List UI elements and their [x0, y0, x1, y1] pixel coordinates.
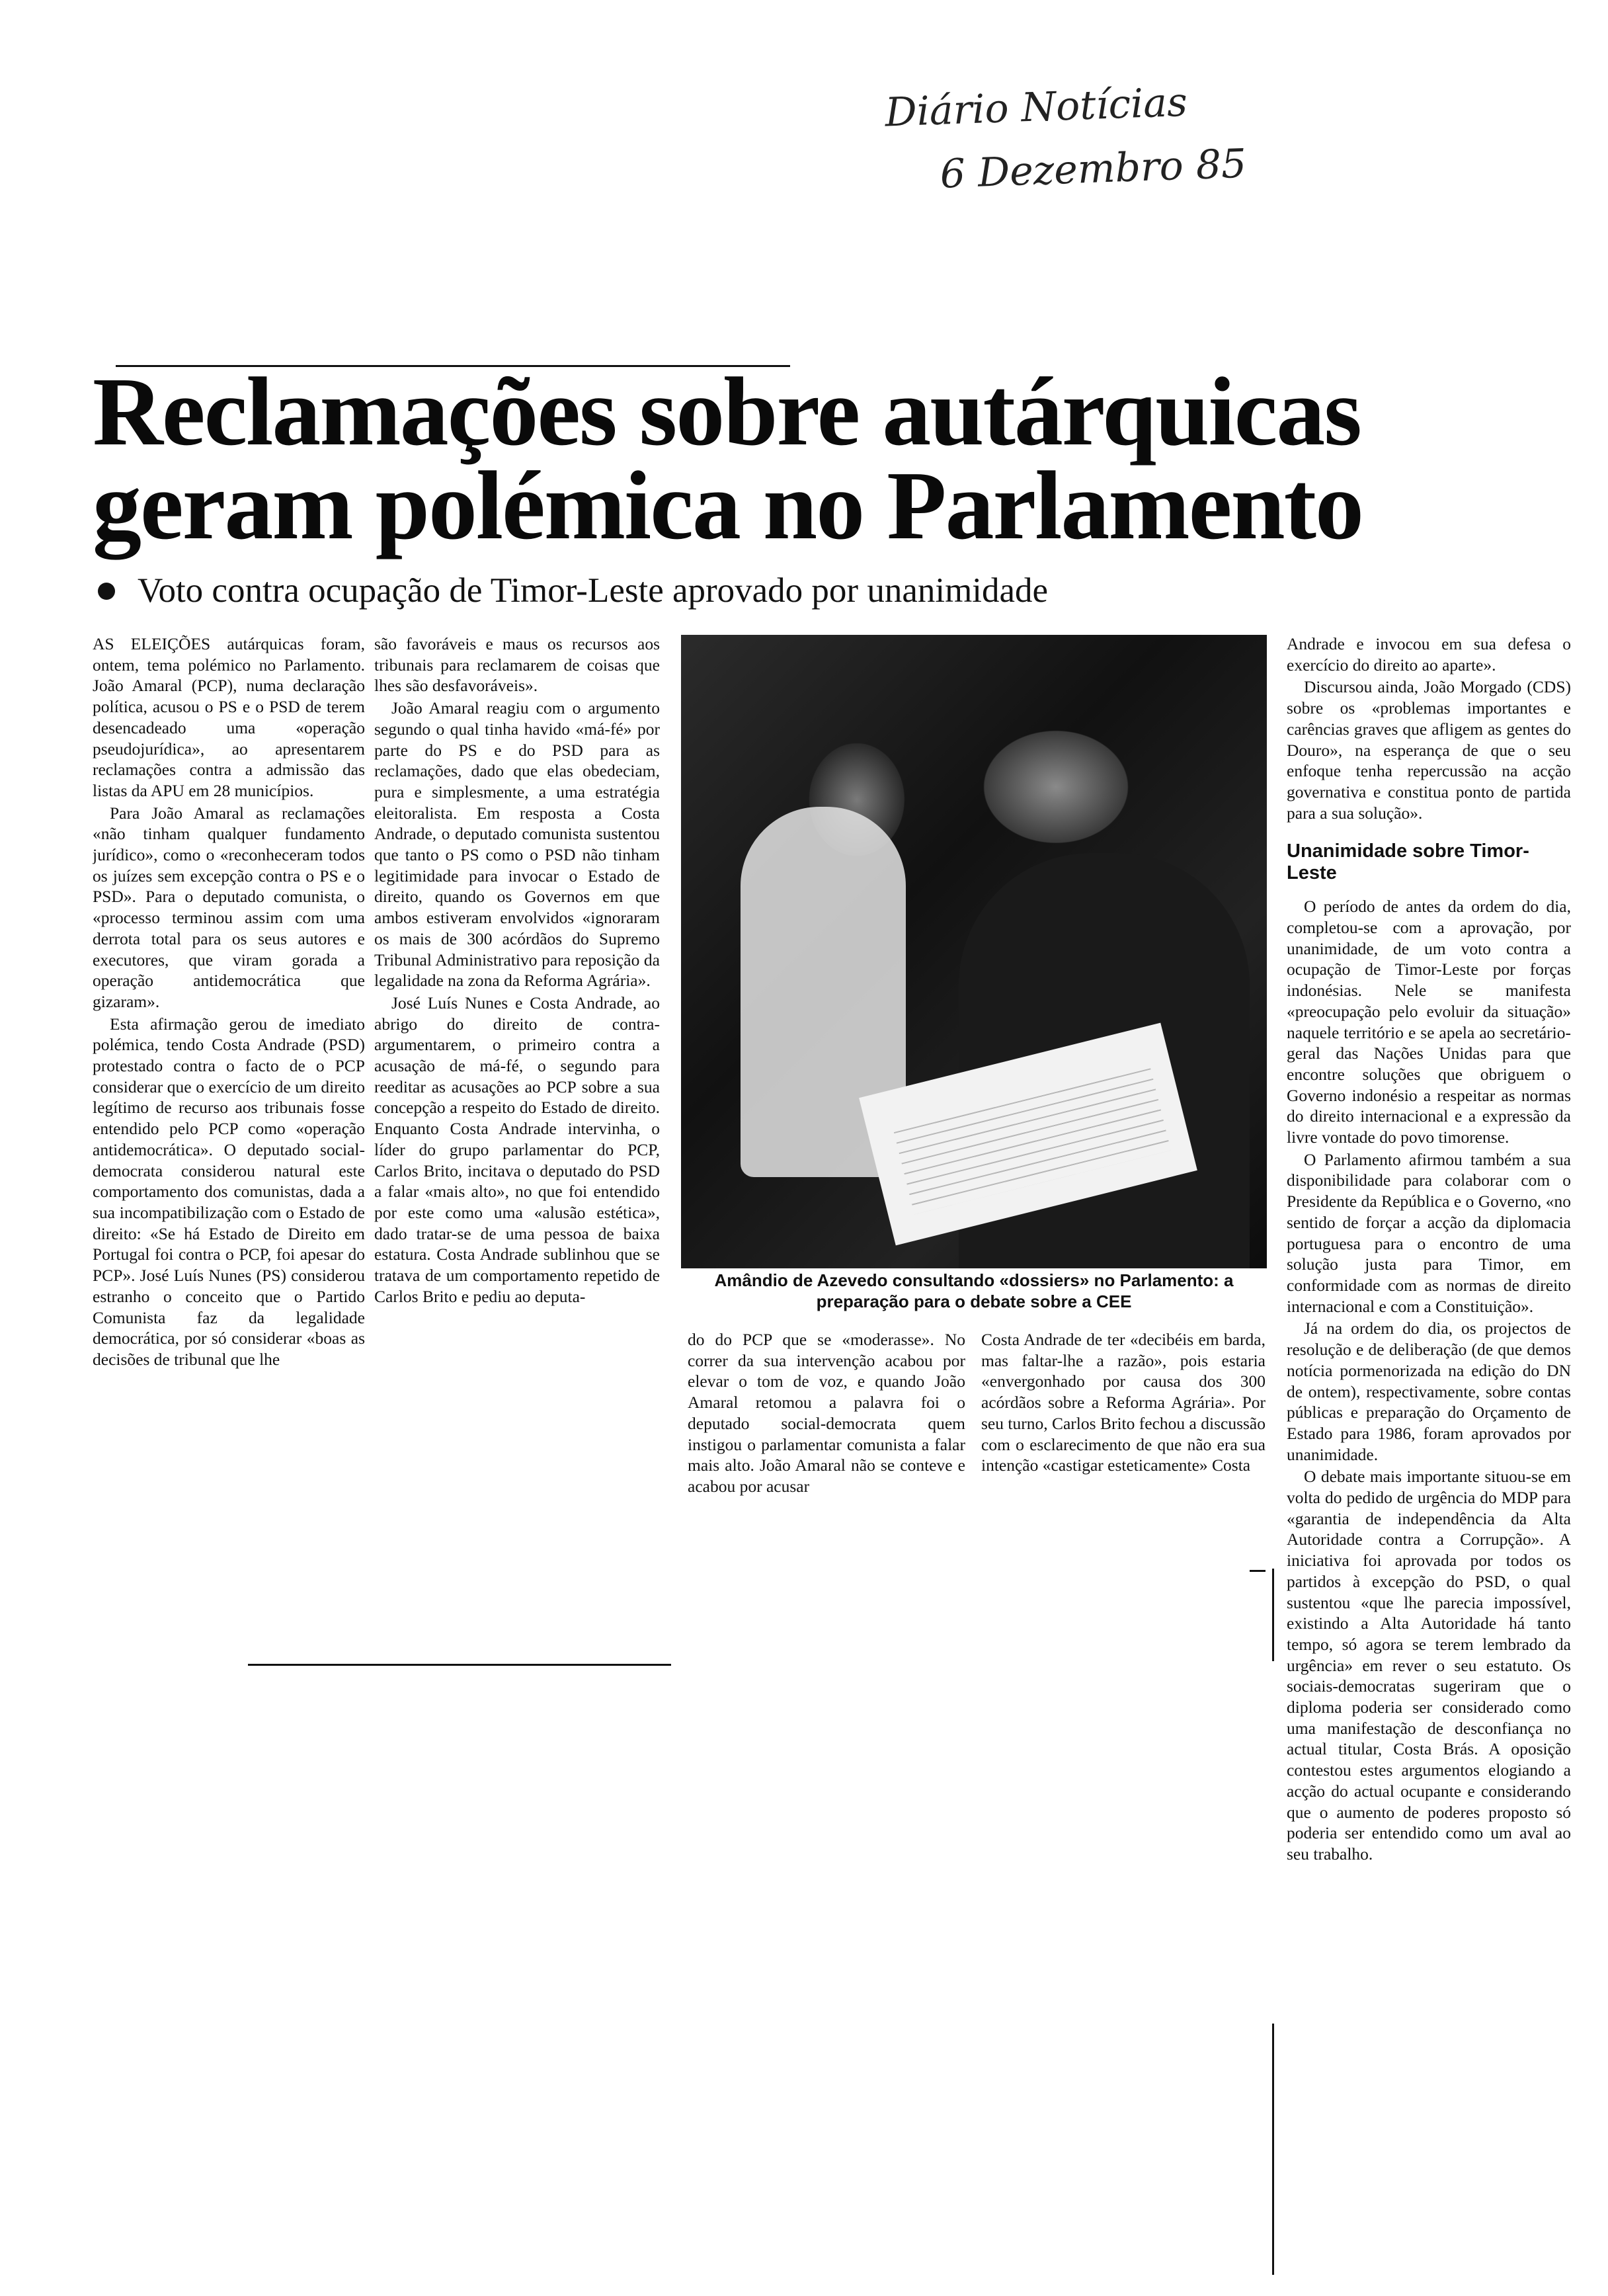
handwritten-date: 6 Dezembro 85: [939, 140, 1248, 198]
handwritten-source: Diário Notícias: [884, 79, 1188, 136]
headline: Reclamações sobre autárquicas geram polémica no Parlamento: [93, 358, 1363, 560]
vertical-rule: [1272, 1569, 1274, 1661]
news-photo: [681, 635, 1267, 1268]
section-heading: Unanimidade sobre Timor-Leste: [1287, 840, 1529, 884]
paragraph: Discursou ainda, João Morgado (CDS) sobre os «problemas importantes e carências graves que afligem as gentes do Douro», na esperança de que o seu enfoque tenha repercussão na acção governativa e constitua ponto de partida para a sua solução».: [1287, 677, 1571, 823]
subheadline: [98, 567, 1433, 614]
paragraph: do do PCP que se «moderasse». No correr da sua intervenção acabou por elevar o tom de voz, e quando João Amaral retomou a palavra foi o deputado social-democrata quem instigou o parlamentar comunista a falar mais alto. João Amaral não se conteve e acabou por acusar: [688, 1330, 965, 1496]
column-2: [374, 634, 660, 1652]
column-5: [1287, 634, 1571, 2280]
paragraph: AS ELEIÇÕES autárquicas foram, ontem, tema polémico no Parlamento. João Amaral (PCP), numa declaração política, acusou o PS e o PSD de terem desencadeado uma «operação pseudojurídica», ao apresentarem reclamações contra a admissão das listas da APU em 28 municípios.: [93, 634, 365, 800]
column-3: [688, 1329, 965, 1557]
paragraph: Esta afirmação gerou de imediato polémica, tendo Costa Andrade (PSD) protestado contra o facto de o PCP considerar que o exercício de um direito legítimo de recurso aos tribunais fosse entendido pelo PCP como «operação antidemocrática». O deputado social-democrata considerou natural este comportamento dos comunistas, dada a sua incompatibilização com o Estado de direito: «Se há Estado de Direito em Portugal foi contra o PCP, foi apesar do PCP». José Luís Nunes (PS) considerou estranho o conceito que o Partido Comunista faz da legalidade democrática, por só considerar «boas as decisões de tribunal que lhe: [93, 1014, 365, 1369]
paragraph: O Parlamento afirmou também a sua disponibilidade para colaborar com o Presidente da República e o Governo, «no sentido de forçar a acção da diplomacia portuguesa para o encontro de uma solução justa para Timor, em conformidade com as normas de direito internacional e com a Constituição».: [1287, 1149, 1571, 1316]
bullet-icon: [98, 583, 115, 600]
paragraph: Andrade e invocou em sua defesa o exercício do direito ao aparte».: [1287, 634, 1571, 675]
paragraph: O debate mais importante situou-se em volta do pedido de urgência do MDP para «garantia de independência da Alta Autoridade contra a Corrupção». A iniciativa foi aprovada por todos os partidos à excepção do PSD, o qual sustentou «que lhe parecia impossível, existindo a Alta Autoridade há tanto tempo, só agora se terem lembrado da urgência» em rever o seu estatuto. Os sociais-democratas sugeriram que o diploma poderia ser considerado como uma manifestação de desconfiança no actual titular, Costa Brás. A oposição contestou estes argumentos elogiando a acção do actual ocupante e considerando que o aumento de poderes proposto só poderia ser entendido como um aval ao seu trabalho.: [1287, 1467, 1571, 1864]
handwritten-note: [884, 64, 1364, 208]
column-1: [93, 634, 365, 1652]
paragraph: Costa Andrade de ter «decibéis em barda, mas faltar-lhe a razão», pois estaria «envergonhado por causa dos 300 acórdãos sobre a Reforma Agrária». Por seu turno, Carlos Brito fechou a discussão com o esclarecimento de que não era sua intenção «castigar esteticamente» Costa: [981, 1330, 1266, 1475]
column-4: [981, 1329, 1266, 1557]
paragraph: são favoráveis e maus os recursos aos tribunais para reclamarem de coisas que lhes são desfavoráveis».: [374, 634, 660, 696]
paragraph: João Amaral reagiu com o argumento segundo o qual tinha havido «má-fé» por parte do PS e do PSD para as reclamações, dado que elas obedeciam, pura e simplesmente, a uma estratégia eleitoralista. Em resposta a Costa Andrade, o deputado comunista sustentou que tanto o PS como o PSD não tinham legitimidade para invocar o Estado de direito, quando os Governos em que ambos estiveram envolvidos «ignoraram os mais de 300 acórdãos do Supremo Tribunal Administrativo para reposição da legalidade na zona da Reforma Agrária».: [374, 698, 660, 991]
paragraph: O período de antes da ordem do dia, completou-se com a aprovação, por unanimidade, de um voto contra a ocupação de Timor-Leste por forças indonésias. Nele se manifesta «preocupação pelo evoluir da situação» naquele território e se apela ao secretário-geral das Nações Unidas para que encontre soluções que obriguem o Governo indonésio a respeitar as normas do direito internacional e a expressão da livre vontade do povo timorense.: [1287, 897, 1571, 1147]
photo-caption: Amândio de Azevedo consultando «dossiers» no Parlamento: a preparação para o debate sobre a CEE: [714, 1270, 1234, 1311]
paragraph: José Luís Nunes e Costa Andrade, ao abrigo do direito de contra-argumentarem, o primeiro contra a acusação de má-fé, o segundo para reeditar as acusações ao PCP sobre a sua concepção a respeito do Estado de direito. Enquanto Costa Andrade intervinha, o líder do grupo parlamentar do PCP, Carlos Brito, incitava o deputado do PSD a falar «mais alto», no que foi entendido por este como uma «alusão estética», dado tratar-se de uma pessoa de baixa estatura. Costa Andrade sublinhou que se tratava de um comportamento repetido de Carlos Brito e pediu ao deputa-: [374, 993, 660, 1306]
corner-rule: [1250, 1570, 1266, 1572]
bottom-rule: [248, 1664, 671, 1666]
paragraph: Já na ordem do dia, os projectos de resolução e de deliberação (de que demos notícia pormenorizada na edição do DN de ontem), respectivamente, sobre contas públicas e preparação do Orçamento de Estado para 1986, foram aprovados por unanimidade.: [1287, 1319, 1571, 1464]
subheadline-text: Voto contra ocupação de Timor-Leste aprovado por unanimidade: [138, 571, 1049, 610]
paragraph: Para João Amaral as reclamações «não tinham qualquer fundamento jurídico», como o «reconheceram todos os juízes sem excepção contra o PS e o PSD». Para o deputado comunista, o «processo terminou assim com uma derrota total para os seus autores e executores, que viram gorada a operação antidemocrática que gizaram».: [93, 803, 365, 1011]
vertical-rule-lower: [1272, 2024, 1274, 2275]
